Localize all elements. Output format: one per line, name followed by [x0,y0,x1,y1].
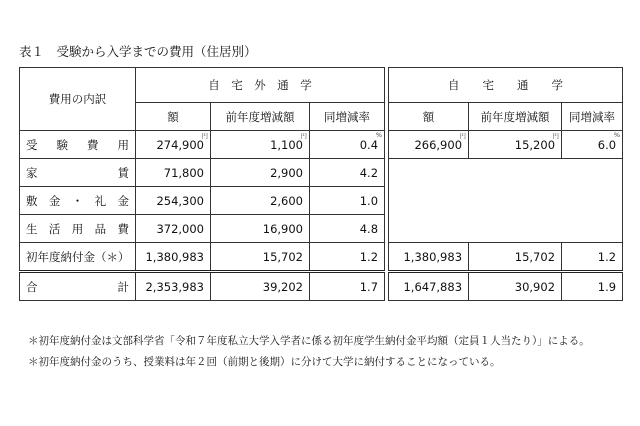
cell-change-away: 15,702 [211,243,310,272]
col-header-rate-home: 同増減率 [562,103,623,131]
total-label: 合計 [20,272,136,301]
cell-rate-away: % 0.4 [310,131,385,159]
total-rate-home: 1.9 [562,272,623,301]
cell-rate-home: % 6.0 [562,131,623,159]
total-rate-away: 1.7 [310,272,385,301]
col-header-amount-home: 額 [389,103,469,131]
unit-yen: 円 [459,132,467,140]
row-label: 初年度納付金（＊） [20,243,136,272]
total-amount-away: 2,353,983 [136,272,211,301]
cell-change-away: 円 1,100 [211,131,310,159]
unit-pct: % [613,131,621,139]
col-header-rate-away: 同増減率 [310,103,385,131]
cell-amount-home: 円 266,900 [389,131,469,159]
col-header-amount-away: 額 [136,103,211,131]
unit-yen: 円 [201,132,208,140]
total-change-home: 30,902 [469,272,562,301]
empty-home-block [389,159,623,243]
row-label-header: 費用の内訳 [20,68,136,131]
unit-yen: 円 [300,132,307,140]
cell-rate-away: 4.8 [310,215,385,243]
cell-rate-home: 1.2 [562,243,623,272]
cell-change-away: 2,900 [211,159,310,187]
cell-change-away: 2,600 [211,187,310,215]
cell-amount-away: 71,800 [136,159,211,187]
cell-rate-away: 1.0 [310,187,385,215]
cell-amount-away: 372,000 [136,215,211,243]
cell-amount-away: 254,300 [136,187,211,215]
footnote-1: ＊初年度納付金は文部科学省「令和７年度私立大学入学者に係る初年度学生納付金平均額（定員１人当たり）」による。 [28,335,590,347]
row-label: 敷金・礼金 [20,187,136,215]
group-header-away: 自 宅 外 通 学 [136,68,385,103]
cell-rate-away: 4.2 [310,159,385,187]
cell-change-home: 15,702 [469,243,562,272]
row-label: 受験費用 [20,131,136,159]
footnote-2: ＊初年度納付金のうち、授業料は年２回（前期と後期）に分けて大学に納付することになっている。 [28,356,501,368]
col-header-change-away: 前年度増減額 [211,103,310,131]
total-change-away: 39,202 [211,272,310,301]
cell-change-away: 16,900 [211,215,310,243]
table-title: 表１ 受験から入学までの費用（住居別） [19,44,257,59]
table-row [20,159,623,187]
row-label: 家賃 [20,159,136,187]
col-header-change-home: 前年度増減額 [469,103,562,131]
unit-pct: % [375,131,383,139]
cell-rate-away: 1.2 [310,243,385,272]
cell-amount-away: 1,380,983 [136,243,211,272]
unit-yen: 円 [552,132,560,140]
group-header-home: 自 宅 通 学 [389,68,623,103]
total-row [20,272,623,301]
cell-amount-home: 1,380,983 [389,243,469,272]
cell-change-home: 円 15,200 [469,131,562,159]
cell-amount-away: 円 274,900 [136,131,211,159]
total-amount-home: 1,647,883 [389,272,469,301]
cost-table [19,67,623,301]
table-row [20,131,623,159]
row-label: 生活用品費 [20,215,136,243]
table-row [20,243,623,272]
